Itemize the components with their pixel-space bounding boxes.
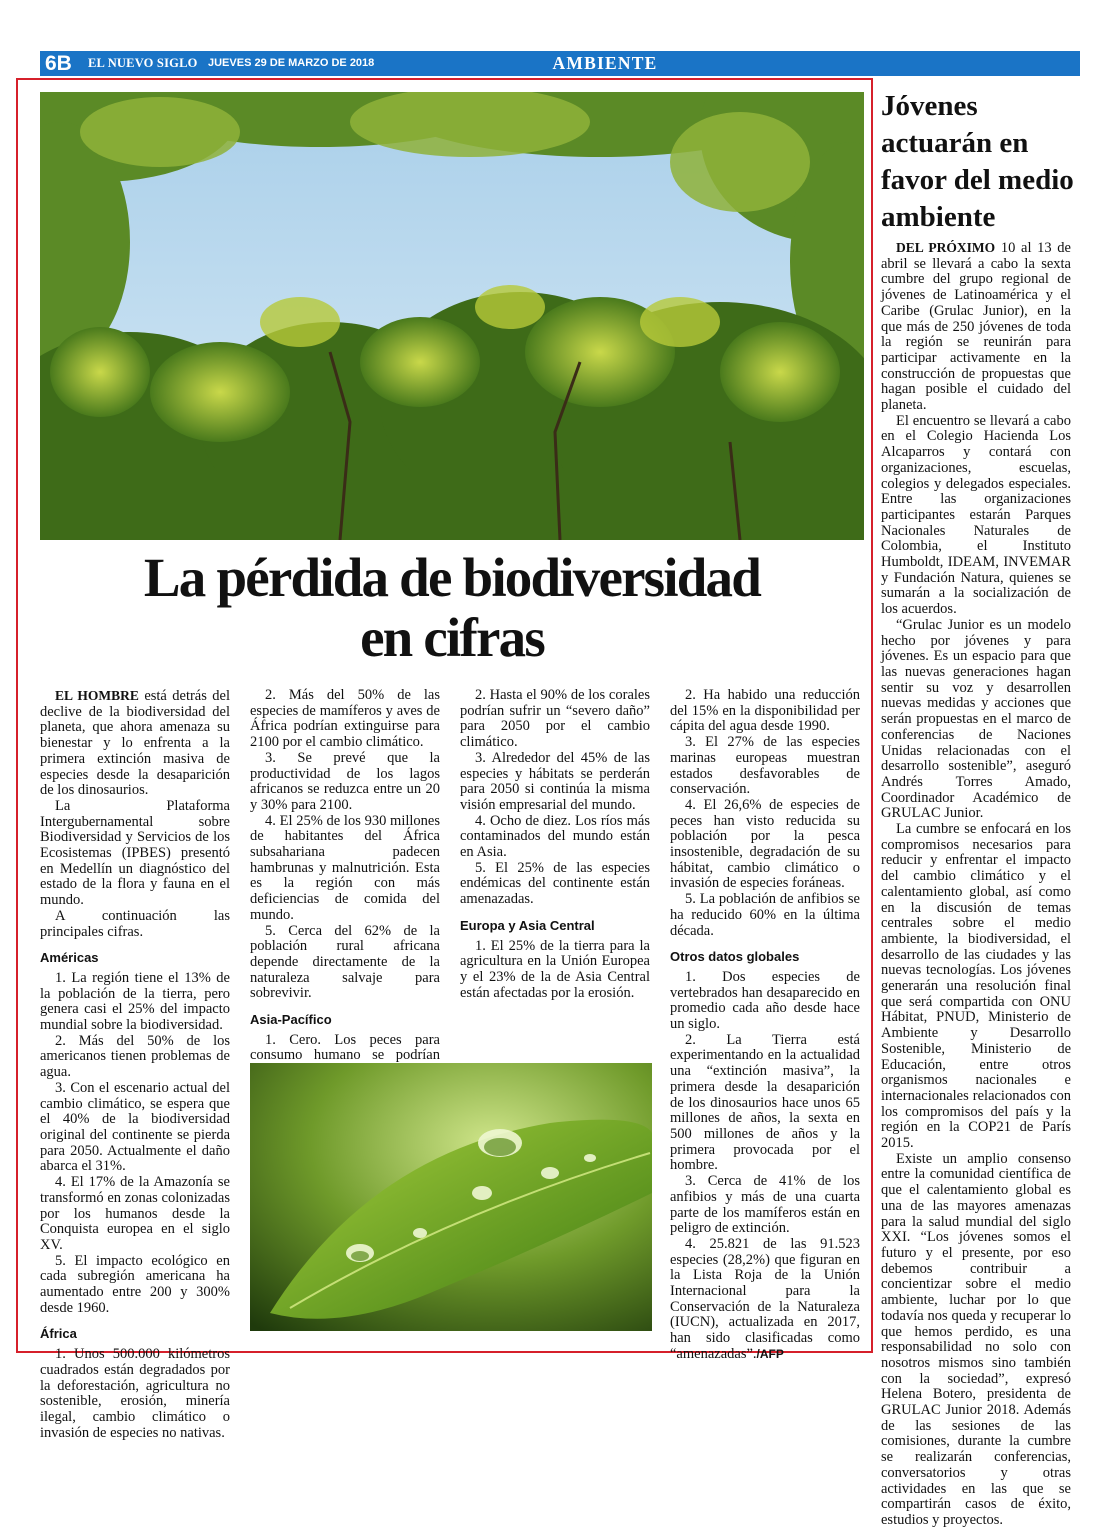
- list-item: 4. Ocho de diez. Los ríos más contaminados del mundo están en Asia.: [460, 812, 650, 861]
- list-item: [670, 1237, 860, 1363]
- page-header: [40, 51, 1080, 76]
- list-item: 5. El 25% de las especies endémicas del continente están amenazadas.: [460, 859, 650, 908]
- list-item: 2. Más del 50% de los americanos tienen problemas de agua.: [40, 1032, 230, 1081]
- subhead-asia-pacific: Asia-Pacífico: [250, 1012, 332, 1028]
- sidebar-paragraph: La cumbre se enfocará en los compromisos necesarios para reducir y enfrentar el impacto del cambio climático y el calentamiento global, así como en la discusión de temas centrales sobre el medio ambiente, la biodiversidad, el desarrollo de las ciudades y las nuevas tecnologías. Los jóvenes generarán una resolución final que será compartida con ONU Hábitat, PNUD, Ministerio de Ambiente y Desarrollo Sostenible, Ministerio de Educación, entre otros organismos nacionales e internacionales relacionados con los compromisos del país y la región en la COP21 de París 2015.: [881, 821, 1071, 1152]
- subhead-africa: África: [40, 1326, 77, 1342]
- list-item: 5. Cerca del 62% de la población rural africana depende directamente de la naturaleza salvaje para sobrevivir.: [250, 922, 440, 1002]
- article-column-1: [40, 688, 230, 1441]
- list-item: 4. El 26,6% de especies de peces han visto reducida su población por la pesca insostenible, degradación de su hábitat, cambio climático o invasión de especies foráneas.: [670, 796, 860, 892]
- article-headline: [40, 548, 864, 668]
- list-item: 1. Unos 500.000 kilómetros cuadrados están degradados por la deforestación, agricultura no sostenible, erosión, minería ilegal, cambio climático o invasión de especies no nativas.: [40, 1346, 230, 1441]
- list-item: 1. Dos especies de vertebrados han desaparecido en promedio cada año desde hace un siglo.: [670, 968, 860, 1033]
- sidebar-lead-text: 10 al 13 de abril se llevará a cabo la sexta cumbre del grupo regional de jóvenes de Latinoamérica y el Caribe (Grulac Junior), en la que más de 250 jóvenes de toda la región se reunirán para participar activamente en la construcción de propuestas que hagan posible el cuidado del planeta.: [881, 240, 1071, 414]
- list-item: 3. El 27% de las especies marinas europeas muestran estados desfavorables de conservación.: [670, 734, 860, 798]
- sidebar-lead-caps: DEL PRÓXIMO: [896, 240, 996, 255]
- sidebar-article: [881, 240, 1071, 1529]
- list-item: 3. Cerca de 41% de los anfibios y más de una cuarta parte de los mamíferos están en peligro de extinción.: [670, 1173, 860, 1237]
- sidebar-paragraph: Existe un amplio consenso entre la comunidad científica de que el calentamiento global es una de las mayores amenazas para la salud mundial del siglo XXI. “Los jóvenes somos el futuro y el presente, por eso debemos contribuir a concientizar sobre el medio ambiente, luchar por lo que todavía nos queda y recuperar lo que hemos perdido, es una responsabilidad no solo con nosotros mismos sino también con la sociedad”, expresó Helena Botero, presidenta de GRULAC Junior 2018. Además de las sesiones de las comisiones, durante la cumbre se realizarán conferencias, conversatorios y otras actividades en las que se compartirán casos de éxito, estudios y proyectos.: [881, 1150, 1071, 1528]
- sidebar-paragraph: “Grulac Junior es un modelo hecho por jóvenes y para jóvenes. Es un espacio para que las nuevas generaciones hagan sentir su voz y desarrollen nuevas medidas y acciones que serán propuestas en el marco de conferencias de Naciones Unidas relacionadas con el desarrollo sostenible”, aseguró Andrés Torres Amado, Coordinador Académico de GRULAC Junior.: [881, 616, 1071, 822]
- issue-date: JUEVES 29 DE MARZO DE 2018: [208, 57, 375, 69]
- list-item: 1. Cero. Los peces para consumo humano se podrían: [250, 1031, 440, 1064]
- list-item: 2. Ha habido una reducción del 15% en la disponibilidad per cápita del agua desde 1990.: [670, 687, 860, 735]
- list-item: 2. Hasta el 90% de los corales podrían sufrir un “severo daño” para 2050 por el cambio climático.: [460, 687, 650, 751]
- list-item: 3. Con el escenario actual del cambio climático, se espera que el 40% de la biodiversidad original del continente se pierda para 2050. Actualmente el daño abarca el 31%.: [40, 1079, 230, 1175]
- agency-credit: /AFP: [756, 1346, 784, 1361]
- list-item: 3. Se prevé que la productividad de los lagos africanos se reduzca entre un 20 y 30% para 2100.: [250, 749, 440, 813]
- section-name: AMBIENTE: [552, 53, 658, 73]
- lead-paragraph: [40, 688, 230, 799]
- headline-line-1: La pérdida de biodiversidad: [143, 547, 761, 608]
- list-item-text: 4. 25.821 de las 91.523 especies (28,2%) que figuran en la Lista Roja de la Unión Internacional para la Conservación de la Naturaleza (IUCN), actualizada en 2017, han sido clasificadas como “amenazadas”.: [670, 1235, 860, 1362]
- paragraph: A continuación las principales cifras.: [40, 907, 230, 940]
- list-item: 4. El 25% de los 930 millones de habitantes del África subsahariana padecen hambrunas y malnutrición. Esta es la región con más deficiencias de comida del mundo.: [250, 812, 440, 923]
- sidebar-lead-paragraph: [881, 240, 1071, 414]
- list-item: 1. La región tiene el 13% de la población de la tierra, pero genera casi el 25% del impacto mundial sobre la biodiversidad.: [40, 969, 230, 1034]
- lead-caps: EL HOMBRE: [55, 688, 139, 703]
- list-item: 2. La Tierra está experimentando en la actualidad una “extinción masiva”, la primera desde la desaparición de los dinosaurios hace unos 65 millones de años, la sexta en 500 millones de años y la primera provocada por el hombre.: [670, 1031, 860, 1174]
- list-item: 1. El 25% de la tierra para la agricultura en la Unión Europea y el 23% de la de Asia Central están afectadas por la erosión.: [460, 937, 650, 1001]
- paragraph: La Plataforma Intergubernamental sobre Biodiversidad y Servicios de los Ecosistemas (IPBES) presentó en Medellín un diagnóstico del estado de la flora y fauna en el mundo.: [40, 797, 230, 909]
- sidebar-headline: Jóvenes actuarán en favor del medio ambiente: [881, 90, 1074, 233]
- page-number: 6B: [45, 52, 72, 75]
- forest-canopy-photo: [40, 92, 864, 540]
- leaf-illustration: [250, 1063, 652, 1331]
- list-item: 3. Alrededor del 45% de las especies y hábitats se perderán para 2050 si continúa la misma visión empresarial del mundo.: [460, 749, 650, 813]
- list-item: 5. El impacto ecológico en cada subregión americana ha aumentado entre 200 y 300% desde 1960.: [40, 1252, 230, 1316]
- lead-text: está detrás del declive de la biodiversidad del planeta, que ahora amenaza su bienestar y lo enfrenta a la primera extinción masiva de especies desde la desaparición de los dinosaurios.: [40, 688, 230, 799]
- article-column-4: [670, 688, 860, 1363]
- list-item: 2. Más del 50% de las especies de mamíferos y aves de África podrían extinguirse para 2100 por el cambio climático.: [250, 687, 440, 751]
- leaf-waterdrops-photo: [250, 1063, 652, 1331]
- article-column-3: [460, 688, 650, 1001]
- forest-canopy-illustration: [40, 92, 864, 540]
- sidebar-paragraph: El encuentro se llevará a cabo en el Colegio Hacienda Los Alcaparros y contará con organizaciones, escuelas, colegios y delegados especiales. Entre las organizaciones participantes estarán Parques Nacionales Naturales de Colombia, el Instituto Humboldt, IDEAM, INVEMAR y Fundación Natura, quienes se sumarán a la socialización de los acuerdos.: [881, 412, 1071, 618]
- list-item: 5. La población de anfibios se ha reducido 60% en la última década.: [670, 891, 860, 939]
- article-column-2: [250, 688, 440, 1111]
- headline-line-2: en cifras: [360, 607, 544, 668]
- list-item: 4. El 17% de la Amazonía se transformó en zonas colonizadas por los humanos desde la Conquista europea en el siglo XV.: [40, 1174, 230, 1253]
- subhead-americas: Américas: [40, 950, 99, 966]
- subhead-global-data: Otros datos globales: [670, 949, 800, 965]
- newspaper-name: EL NUEVO SIGLO: [88, 56, 198, 70]
- subhead-europe-central-asia: Europa y Asia Central: [460, 917, 595, 933]
